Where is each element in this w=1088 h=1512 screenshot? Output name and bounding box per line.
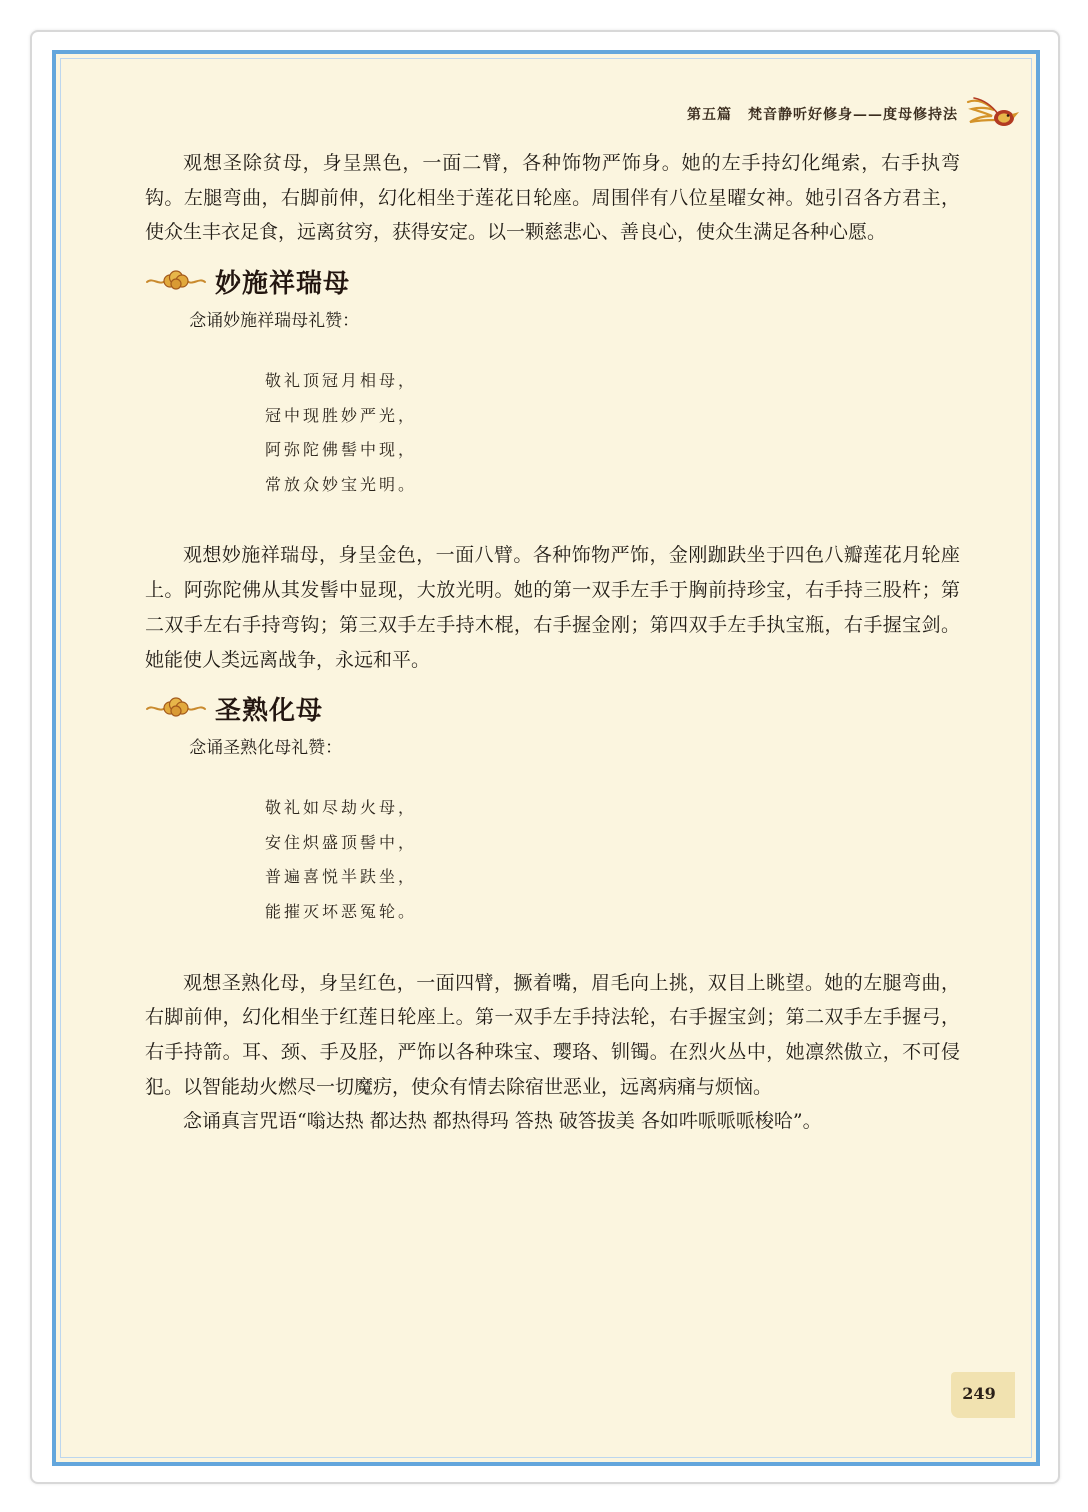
page-content (145, 146, 960, 1139)
verse-line: 阿弥陀佛髻中现， (265, 440, 418, 460)
section-title: 圣熟化母 (215, 695, 324, 726)
page-number: 249 (962, 1384, 996, 1403)
section-heading (145, 687, 960, 729)
verse-line: 常放众妙宝光明。 (265, 474, 418, 494)
phoenix-ornament-icon (964, 94, 1020, 132)
header-title: 梵音静听好修身——度母修持法 (748, 107, 958, 123)
section-heading (145, 260, 960, 302)
verse-line: 敬礼顶冠月相母， (265, 371, 418, 391)
paragraph: 观想妙施祥瑞母，身呈金色，一面八臂。各种饰物严饰，金刚跏趺坐于四色八瓣莲花月轮座上。阿弥陀佛从其发髻中显现，大放光明。她的第一双手左手于胸前持珍宝，右手持三股杵；第二双手左右手持弯钩；第三双手左手持木棍，右手握金刚；第四双手左手执宝瓶，右手握宝剑。她能使人类远离战争，永远和平。 (145, 544, 960, 671)
paragraph: 观想圣熟化母，身呈红色，一面四臂，撅着嘴，眉毛向上挑，双目上眺望。她的左腿弯曲，右脚前伸，幻化相坐于红莲日轮座上。第一双手左手持法轮，右手握宝剑；第二双手左手握弓，右手持箭。耳、颈、手及胫，严饰以各种珠宝、璎珞、钏镯。在烈火丛中，她凛然傲立，不可侵犯。以智能劫火燃尽一切魔疠，使众有情去除宿世恶业，远离病痛与烦恼。 (145, 971, 960, 1098)
verse-line: 冠中现胜妙严光， (265, 405, 418, 425)
verse-line: 敬礼如尽劫火母， (265, 798, 418, 818)
section-title: 妙施祥瑞母 (215, 268, 351, 299)
recite-intro: 念诵妙施祥瑞母礼赞： (189, 311, 360, 332)
running-header (687, 104, 958, 124)
mantra-paragraph: 念诵真言咒语“嗡达热 都达热 都热得玛 答热 破答拔美 各如吽哌哌哌梭哈”。 (183, 1110, 822, 1133)
cloud-ornament-icon (145, 696, 207, 720)
header-part: 第五篇 (687, 107, 732, 123)
verse-block (265, 791, 960, 929)
recite-intro: 念诵圣熟化母礼赞： (189, 738, 343, 759)
verse-line: 普遍喜悦半趺坐， (265, 867, 418, 887)
verse-line: 安住炽盛顶髻中， (265, 832, 418, 852)
cloud-ornament-icon (145, 269, 207, 293)
paragraph: 观想圣除贫母，身呈黑色，一面二臂，各种饰物严饰身。她的左手持幻化绳索，右手执弯钩。左腿弯曲，右脚前伸，幻化相坐于莲花日轮座。周围伴有八位星曜女神。她引召各方君主，使众生丰衣足食，远离贫穷，获得安定。以一颗慈悲心、善良心，使众生满足各种心愿。 (145, 152, 960, 244)
verse-block (265, 364, 960, 502)
verse-line: 能摧灭坏恶冤轮。 (265, 902, 418, 922)
